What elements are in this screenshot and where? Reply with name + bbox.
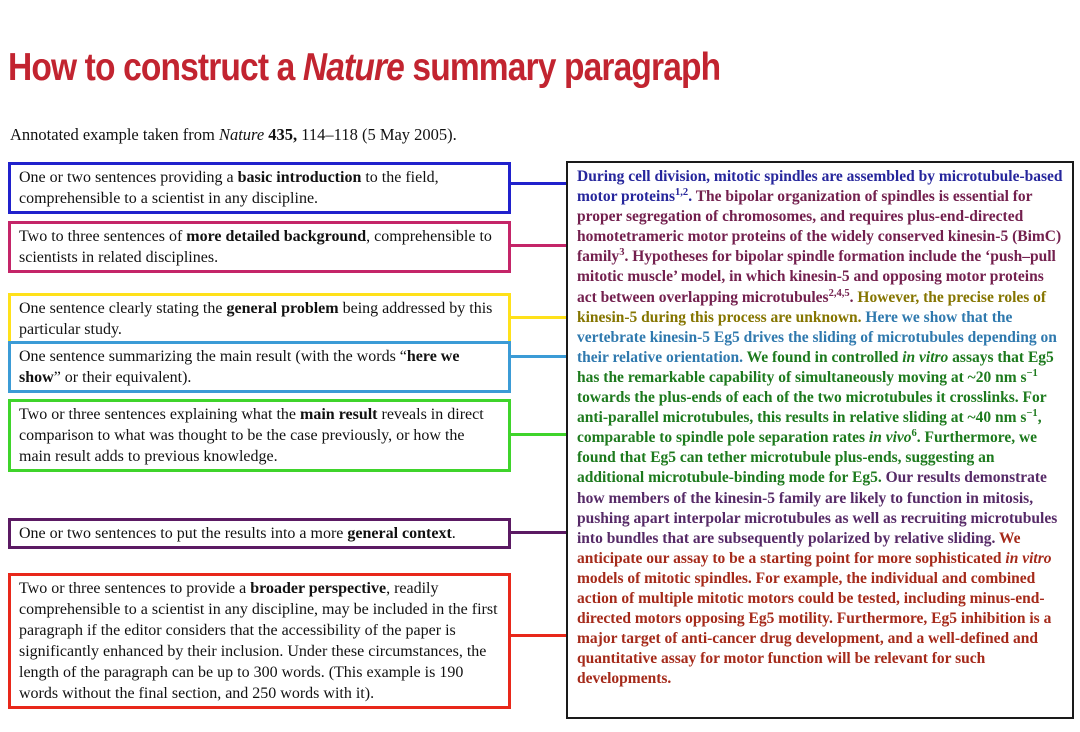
text-run: to the field, comprehensible to a scientist in any discipline. — [19, 169, 439, 207]
page-title-suffix: summary paragraph — [403, 46, 721, 90]
text-run: Nature — [218, 125, 265, 144]
connector-line-general-context — [509, 531, 567, 534]
text-run: basic introduction — [237, 169, 362, 186]
text-run: . — [451, 525, 456, 542]
text-run: Here we show that the vertebrate kinesin-5 Eg5 drives the sliding of microtubules depending on their relative orientation. — [577, 308, 1057, 366]
text-run: 435, — [264, 125, 298, 144]
text-run: We found in controlled — [746, 348, 903, 366]
text-run: 2,4,5 — [828, 287, 850, 299]
page-title-prefix: How to construct a — [8, 46, 303, 90]
text-run: here we show — [19, 348, 460, 386]
text-run: general context — [347, 525, 452, 542]
text-run: One sentence clearly stating the — [19, 300, 227, 317]
text-run: However, the precise roles of kinesin-5 during this process are unknown. — [577, 288, 1047, 326]
text-run: One or two sentences providing a — [19, 169, 238, 186]
text-run: main result — [300, 406, 378, 423]
text-run: The bipolar organization of spindles is essential for proper segregation of chromosomes, and requires plus-end-directed homotetrameric motor proteins of the widely conserved kinesin-5 (BimC) family — [577, 188, 1062, 266]
page-title — [8, 46, 720, 90]
text-run: ” or their equivalent). — [53, 369, 192, 386]
abstract-panel — [566, 161, 1074, 719]
text-run: 1,2 — [675, 186, 689, 198]
annotation-box-main-result — [8, 341, 511, 393]
text-run: in vitro — [902, 348, 949, 366]
text-run: . — [688, 188, 696, 206]
annotation-box-basic-introduction — [8, 162, 511, 214]
text-run: towards the plus-ends of each of the two microtubules it crosslinks. For anti-parallel microtubules, this results in relative sliding at ~40 nm s — [577, 389, 1047, 427]
annotation-box-detailed-background — [8, 221, 511, 273]
text-run: models of mitotic spindles. For example, the individual and combined action of multiple mitotic motors could be tested, including minus-end-directed motors opposing Eg5 motility. Furthermore, Eg5 inhibition is a major target of anti-cancer drug development, and a well-defined and quantitative assay for motor function will be relevant for such developments. — [577, 569, 1052, 688]
text-run: During cell division, mitotic spindles are assembled by microtubule-based motor proteins — [577, 168, 1063, 206]
text-run: 6 — [911, 428, 917, 440]
text-run: broader perspective — [250, 580, 387, 597]
text-run: 114–118 (5 May 2005). — [297, 125, 457, 144]
annotation-box-general-problem — [8, 293, 511, 345]
text-run: −1 — [1026, 367, 1038, 379]
text-run: , comparable to spindle pole separation rates — [577, 409, 1042, 447]
text-run: Two to three sentences of — [19, 228, 187, 245]
text-run: Annotated example taken from — [10, 125, 219, 144]
text-run: more detailed background — [186, 228, 367, 245]
text-run: in vitro — [1005, 549, 1052, 567]
text-run: , readily comprehensible to a scientist in any discipline, may be included in the first paragraph if the editor considers that the accessibility of the paper is significantly enhanced by their inclusion. Under these circumstances, the length of the paragraph can be up to 300 words. (This example is 190 words without the final section, and 250 words with it). — [19, 580, 498, 702]
text-run: general problem — [226, 300, 339, 317]
text-run: Two or three sentences explaining what the — [19, 406, 301, 423]
connector-line-basic-introduction — [509, 182, 567, 185]
text-run: 3 — [619, 247, 625, 259]
text-run: in vivo — [868, 429, 912, 447]
text-run: . Hypotheses for bipolar spindle formation include the ‘push–pull mitotic muscle’ model, in which kinesin-5 and opposing motor proteins act between overlapping microtubules — [577, 248, 1056, 306]
text-run: , comprehensible to scientists in related disciplines. — [19, 228, 492, 266]
annotation-box-general-context — [8, 518, 511, 549]
page-title-journal-name: Nature — [302, 46, 404, 90]
abstract-text — [577, 167, 1064, 689]
example-caption — [10, 125, 457, 145]
text-run: One sentence summarizing the main result (with the words “ — [19, 348, 407, 365]
abstract-segment-comparison-to-previous — [577, 349, 1054, 487]
connector-line-general-problem — [509, 316, 567, 319]
text-run: One or two sentences to put the results into a more — [19, 525, 348, 542]
connector-line-detailed-background — [509, 244, 567, 247]
annotation-box-comparison-to-previous — [8, 399, 511, 472]
connector-line-broader-perspective — [509, 634, 567, 637]
annotation-box-broader-perspective — [8, 573, 511, 709]
text-run: We anticipate our assay to be a starting point for more sophisticated — [577, 529, 1021, 567]
text-run: . Furthermore, we found that Eg5 can tether microtubule plus-ends, suggesting an additional microtubule-binding mode for Eg5. — [577, 429, 1038, 487]
text-run: . — [849, 288, 858, 306]
abstract-segment-broader-perspective — [577, 530, 1051, 688]
text-run: Two or three sentences to provide a — [19, 580, 251, 597]
text-run: Our results demonstrate how members of the kinesin-5 family are likely to function in mitosis, pushing apart interpolar microtubules as well as recruiting microtubules into bundles that are subsequently polarized by relative sliding. — [577, 469, 1058, 547]
connector-line-main-result — [509, 355, 567, 358]
text-run: assays that Eg5 has the remarkable capability of simultaneously moving at ~20 nm s — [577, 348, 1054, 386]
text-run: reveals in direct comparison to what was thought to be the case previously, or how the main result adds to previous knowledge. — [19, 406, 484, 465]
connector-line-comparison-to-previous — [509, 433, 567, 436]
text-run: being addressed by this particular study. — [19, 300, 493, 338]
text-run: −1 — [1026, 407, 1038, 419]
